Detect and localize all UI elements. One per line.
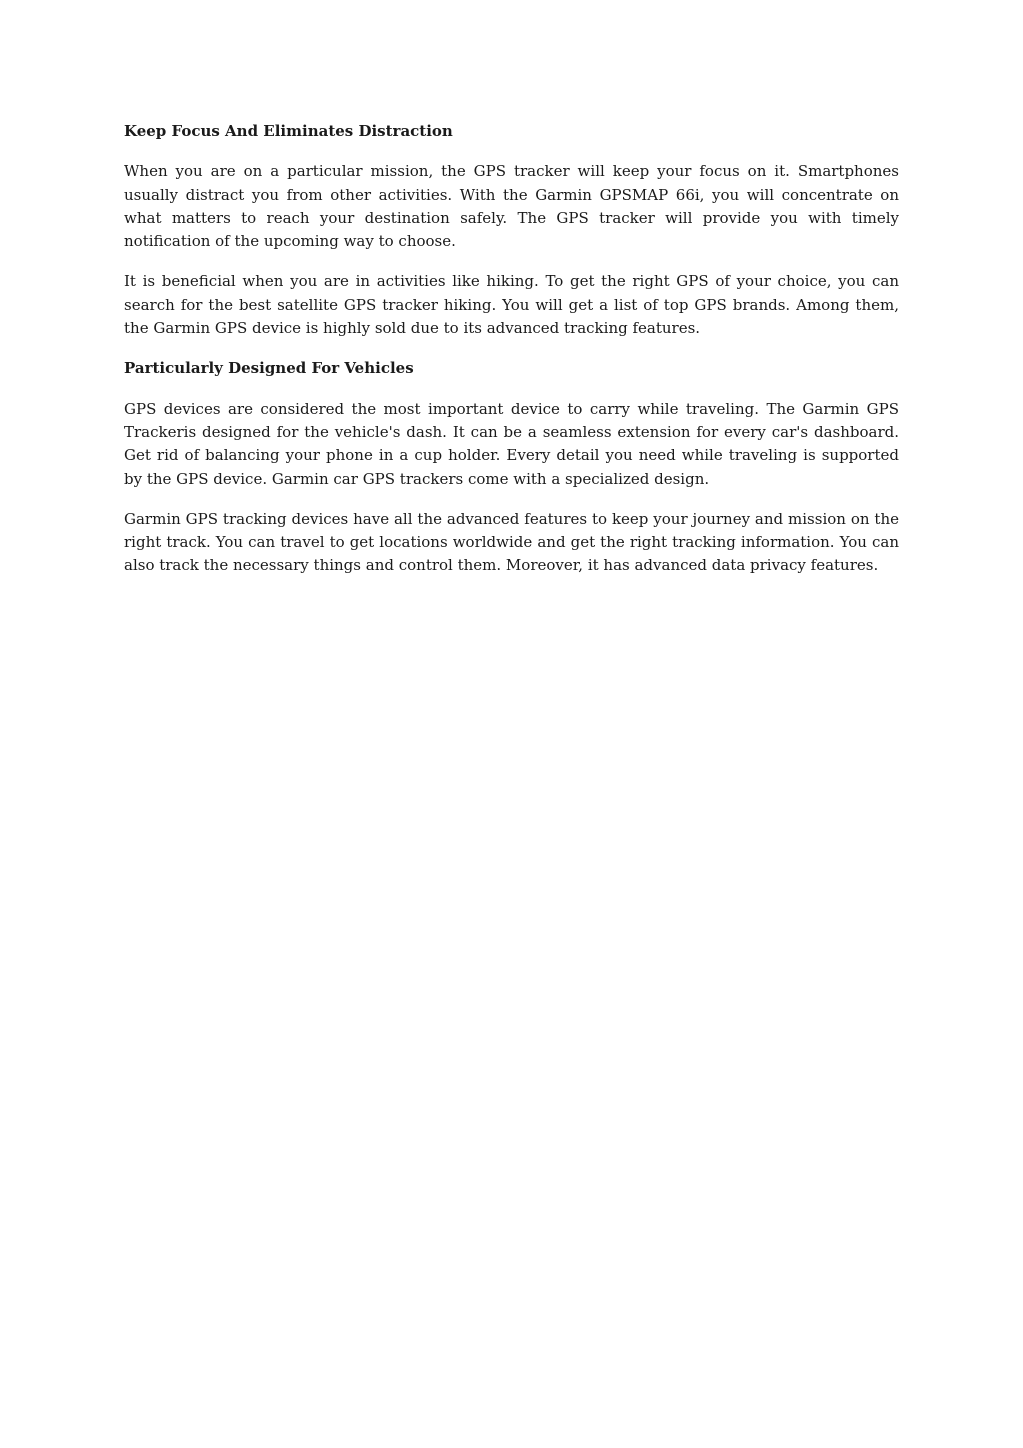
section-heading-keep-focus: Keep Focus And Eliminates Distraction <box>124 122 453 140</box>
section-heading-vehicles: Particularly Designed For Vehicles <box>124 359 414 378</box>
paragraph: Garmin GPS tracking devices have all the advanced features to keep your journey and mission on the right track. You can travel to get locations worldwide and get the right tracking information. You can also track the necessary things and control them. Moreover, it has advanced data privacy features. <box>124 509 899 575</box>
paragraph: When you are on a particular mission, the GPS tracker will keep your focus on it. Smartphones usually distract you from other activities. With the Garmin GPSMAP 66i, you will concentrate on what matters to reach your destination safely. The GPS tracker will provide you with timely notification of the upcoming way to choose. <box>124 162 899 251</box>
document-body <box>124 120 899 595</box>
paragraph: It is beneficial when you are in activities like hiking. To get the right GPS of your choice, you can search for the best satellite GPS tracker hiking. You will get a list of top GPS brands. Among them, the Garmin GPS device is highly sold due to its advanced tracking features. <box>124 272 899 338</box>
paragraph: GPS devices are considered the most important device to carry while traveling. The Garmin GPS Trackeris designed for the vehicle's dash. It can be a seamless extension for every car's dashboard. Get rid of balancing your phone in a cup holder. Every detail you need while traveling is supported by the GPS device. Garmin car GPS trackers come with a specialized design. <box>124 399 899 488</box>
